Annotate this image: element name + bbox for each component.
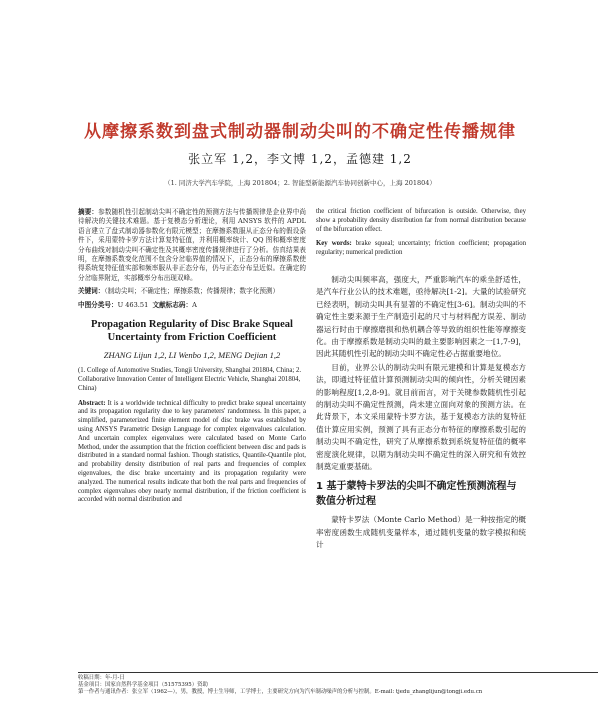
doc-code-label: 文献标志码： — [152, 300, 193, 309]
affiliation-en: (1. College of Automotive Studies, Tongji University, Shanghai 201804, China; 2. Collaborative Innovation Center of Intelligent Electric Vehicle, Shanghai 201804, China) — [78, 367, 302, 393]
left-column — [78, 208, 306, 505]
abstract-en-label: Abstract: — [78, 399, 106, 407]
section-1-heading: 1 基于蒙特卡罗法的尖叫不确定性预测流程与数值分析过程 — [316, 481, 517, 508]
footnote-funding: 基金项目：国家自然科学基金项目（51575395）资助 — [78, 682, 208, 689]
abstract-en-continued: the critical friction coefficient of bifurcation is outside. Otherwise, they show a probability density distribution far from normal distribution because of the bifurcation effect. — [316, 208, 526, 233]
classification-cn — [78, 301, 306, 310]
doc-code-value: A — [192, 300, 197, 309]
keywords-cn-label: 关键词： — [78, 287, 105, 296]
keywords-cn — [78, 287, 306, 296]
clc-value: U 463.51 — [117, 300, 149, 309]
footnote-author: 第一作者与通讯作者：张立军（1962—），男，教授，博士生导师，工学博士，主要研究方向为汽车制动噪声的分析与控制。E-mail: tjedu_zhanglijun@tongji.edu.cn — [78, 689, 483, 696]
body-paragraph-3: 蒙特卡罗法（Monte Carlo Method）是一种按指定的概率密度函数生成随机变量样本，通过随机变量的数字模拟和统计 — [316, 515, 526, 550]
body-paragraph-1: 制动尖叫频率高，强度大，严重影响汽车的乘坐舒适性，是汽车行业公认的技术难题，亟待解决[1-2]。大量的试验研究已经表明，制动尖叫具有显著的不确定性[3-6]。制动尖叫的不确定性主要来源于生产制造引起的尺寸与材料配方误差、制动器运行时由于摩擦磨损和热机耦合等导致的组织性能等摩擦变化。由于摩擦系数是制动尖叫的最主要影响因素之一[1,7-9]，因此其随机性引起的制动尖叫不确定性必占据重要地位。 — [316, 274, 526, 359]
authors-cn: 张立军 1,2，李文博 1,2，孟德建 1,2 — [188, 152, 412, 166]
abstract-cn-label: 摘要： — [78, 208, 99, 216]
authors-en: ZHANG Lijun 1,2, LI Wenbo 1,2, MENG Dejian 1,2 — [103, 350, 281, 361]
keywords-en-text: brake squeal; uncertainty; friction coefficient; propagation regularity; numerical prediction — [316, 240, 526, 257]
keywords-en-label: Key words: — [316, 240, 352, 248]
clc-label: 中图分类号： — [78, 300, 118, 309]
paper-title-cn: 从摩擦系数到盘式制动器制动尖叫的不确定性传播规律 — [84, 122, 516, 142]
abstract-cn — [78, 208, 306, 283]
keywords-cn-text: （制动尖叫；不确定性；摩擦系数；传播规律；数字化预测） — [104, 287, 280, 296]
footnote — [78, 672, 598, 697]
keywords-en — [316, 240, 526, 258]
abstract-cn-text: 参数随机性引起制动尖叫不确定性的预测方法与传播规律是企业界中尚待解决的关键技术难题。基于复模态分析理论，利用 ANSYS 软件的 APDL 语言建立了盘式制动器参数化有限元模型；在摩擦系数服从正态分布的假设条件下，采用蒙特卡罗方法计算复特征值，并利用概率统计、QQ 图和概率密度分布曲线对制动尖叫不确定性及其概率密度传播规律进行了分析。仿真结果表明，在摩擦系数变化范围不包含分岔临界值的情况下，正态分布的摩擦系数使得系统复特征值实部和频率服从非正态分布，仍与正态分布呈近似。在确定的分岔临界附近，实部概率分布出现双峰。 — [78, 208, 307, 282]
body-paragraph-2: 目前，业界公认的制动尖叫有限元建模和计算是复模态方法，即通过特征值计算预测制动尖叫的倾向性，分析关键因素的影响程度[1,2,8-9]。就目前而言，对于关键参数随机性引起的制动尖叫不确定性预测，尚未建立面向对象的预测方法。在此背景下，本文采用蒙特卡罗方法，基于复模态方法的复特征值计算应用实例，预测了具有正态分布特征的摩擦系数引起的制动尖叫不确定性，研究了从摩擦系数到系统复特征值的概率密度演化规律，以期为制动尖叫不确定性的深入研究和有效控制奠定重要基础。 — [316, 362, 526, 472]
right-column — [316, 208, 526, 553]
affiliation-cn: （1. 同济大学汽车学院，上海 201804；2. 智能型新能源汽车协同创新中心，上海 201804） — [164, 179, 436, 187]
abstract-en-text: It is a worldwide technical difficulty to predict brake squeal uncertainty and its propagation regularity due to key parameters' randomness. In this paper, a simplified, parameterized finite element model of disc brake was established by using ANSYS Parametric Design Language for complex eigenvalues calculation. And uncertain complex eigenvalues were calculated based on Monte Carlo Method, under the assumption that the friction coefficient between disc and pads is distributed in a standard normal fashion. Though statistics, Quantile-Quantile plot, and probability density distribution of real parts and frequencies of complex eigenvalues, the disc brake uncertainty and its propagation regularity were analyzed. The numerical results indicate that both the real parts and frequencies of complex eigenvalues obey nearly normal distribution, if the friction coefficient is accorded with normal distribution and — [78, 399, 306, 504]
footnote-received: 收稿日期：年-月-日 — [78, 675, 125, 681]
abstract-en — [78, 400, 306, 506]
paper-title-en: Propagation Regularity of Disc Brake Squeal Uncertainty from Friction Coefficient — [91, 319, 293, 344]
